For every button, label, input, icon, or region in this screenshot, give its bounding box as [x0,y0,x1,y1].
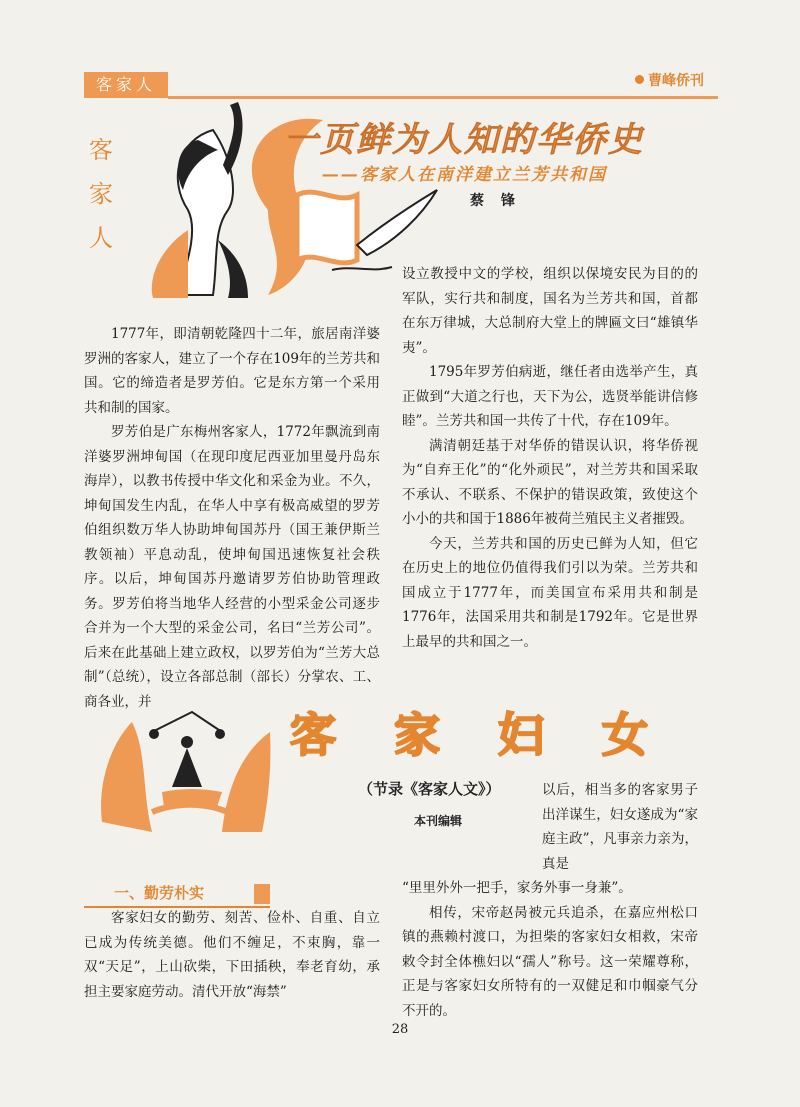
side-label [86,128,116,260]
article-title: 一页鲜为人知的华侨史 [284,120,644,160]
magazine-name-text: 曹峰侨刊 [648,73,704,89]
side-label-char: 人 [89,224,113,252]
heading-block-icon [254,884,270,904]
paragraph: 满清朝廷基于对华侨的错误认识，将华侨视为“自弃王化”的“化外顽民”，对兰芳共和国采取不承认、不联系、不保护的错误政策，致使这个小小的共和国于1886年被荷兰殖民主义者摧毁。 [402,437,698,527]
excerpt-note: （节录《客家人文》） [358,780,501,798]
page-number: 28 [391,1022,409,1037]
paragraph: 1777年，即清朝乾隆四十二年，旅居南洋婆罗洲的客家人，建立了一个存在109年的兰芳共和国。它的缔造者是罗芳伯。它是东方第一个采用共和制的国家。 [84,326,380,416]
side-label-char: 家 [89,180,113,208]
article2-column-right-top [542,778,698,876]
paragraph: 设立教授中文的学校，组织以保境安民为目的的军队，实行共和制度，国名为兰芳共和国，首都在东万律城，大总制府大堂上的牌匾文曰“雄镇华夷”。 [402,266,698,356]
bullet-icon [635,75,644,84]
article2-column-left [84,906,380,1004]
title-char: 客 [290,708,336,762]
title-char: 妇 [498,708,544,762]
paragraph: 以后，相当多的客家男子出洋谋生，妇女遂成为“家庭主政”，凡事亲力亲为，真是 [542,782,698,872]
subsection-heading-text: 一、勤劳朴实 [114,884,205,902]
article-column-left [84,322,380,714]
paragraph: “里里外外一把手，家务外事一身兼”。 [402,880,632,896]
paragraph: 1795年罗芳伯病逝，继任者由选举产生，真正做到“大道之行也，天下为公，选贤举能讲信修睦”。兰芳共和国一共传了十代，存在109年。 [402,364,698,429]
title-char: 家 [394,708,440,762]
section-tag: 客家人 [84,72,168,98]
paragraph: 相传，宋帝赵昺被元兵追杀，在嘉应州松口镇的燕赖村渡口，为担柴的客家妇女相救，宋帝敕令封全体樵妇以“孺人”称号。这一荣耀尊称，正是与客家妇女所特有的一双健足和巾帼豪气分不开的。 [402,904,698,1019]
article-column-right [402,262,698,654]
paragraph: 罗芳伯是广东梅州客家人，1772年飘流到南洋婆罗洲坤甸国（在现印度尼西亚加里曼丹岛东海岸），以教书传授中华文化和采金为业。不久，坤甸国发生内乱，在华人中享有极高威望的罗芳伯组织数万华人协助坤甸国苏丹（国王兼伊斯兰教领袖）平息动乱，使坤甸国迅速恢复社会秩序。以后，坤甸国苏丹邀请罗芳伯协助管理政务。罗芳伯将当地华人经营的小型采金公司逐步合并为一个大型的采金公司，名曰“兰芳公司”。后来在此基础上建立政权，以罗芳伯为“兰芳大总制”（总统），设立各部总制（部长）分掌农、工、商各业，并 [84,424,380,710]
hakka-women-illustration [92,692,278,838]
side-label-char: 客 [89,136,113,164]
editor-credit: 本刊编辑 [414,814,463,828]
article-author: 蔡 锋 [470,193,521,209]
section-title [278,700,698,770]
article2-column-right [402,876,698,1023]
paragraph: 客家妇女的勤劳、刻苦、俭朴、自重、自立已成为传统美德。他们不缠足，不束胸，靠一双“天足”，上山砍柴，下田插秧，奉老育幼，承担主要家庭劳动。清代开放“海禁” [84,910,380,1000]
paragraph: 今天，兰芳共和国的历史已鲜为人知，但它在历史上的地位仍值得我们引以为荣。兰芳共和国成立于1777年，而美国宣布采用共和制是1776年，法国采用共和制是1792年。它是世界上最早的共和国之一。 [402,535,698,650]
article-subtitle: ——客家人在南洋建立兰芳共和国 [322,165,607,185]
header-rule-right [614,96,718,99]
subsection-heading [84,880,270,908]
header-rule [168,96,614,99]
title-char: 女 [602,708,648,762]
magazine-name [635,70,704,90]
